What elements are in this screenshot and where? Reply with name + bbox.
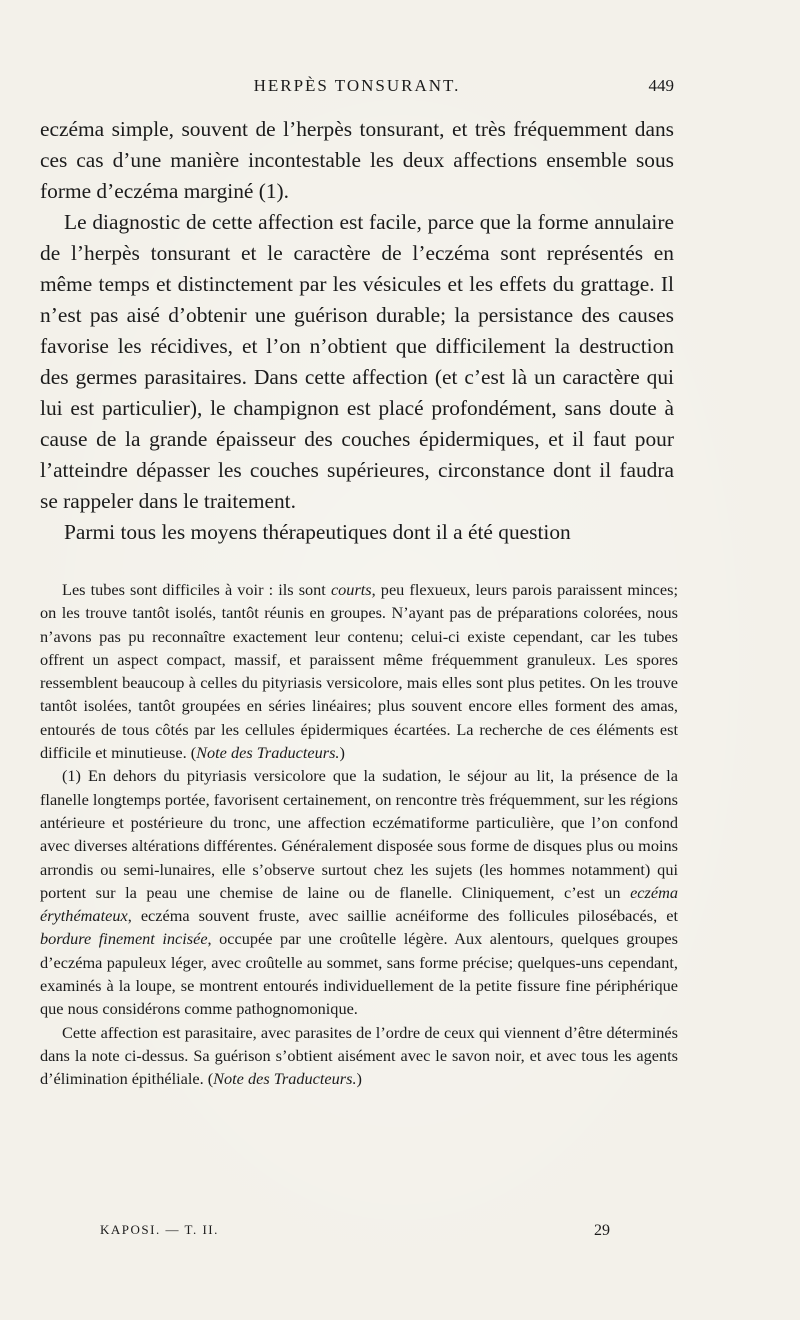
signature-mark: KAPOSI. — T. II. [100,1222,219,1237]
footnote-1-continued: Cette affection est parasitaire, avec parasites de l’ordre de ceux qui viennent d’être déterminés dans la note ci-dessus. Sa guérison s’obtient aisément avec le savon noir, et avec tous les agents d’élimination épithéliale. (Note des Traducteurs.) [40,1022,678,1089]
paragraph-continued: eczéma simple, souvent de l’herpès tonsurant, et très fréquemment dans ces cas d’une manière incontestable les deux affections ensemble sous forme d’eczéma marginé (1). [40,117,674,203]
footnote-1: (1) En dehors du pityriasis versicolore que la sudation, le séjour au lit, la présence de la flanelle longtemps portée, favorisent certainement, on rencontre très fréquemment, sur les régions antérieure et postérieure du tronc, une affection eczématiforme particulière, que l’on confond avec diverses altérations différentes. Généralement disposée sous forme de disques plus ou moins arrondis ou semi-lunaires, elle s’observe surtout chez les sujets (les hommes notamment) qui portent sur la peau une chemise de laine ou de flanelle. Cliniquement, c’est un eczéma érythémateux, eczéma souvent fruste, avec saillie acnéiforme des follicules pilosébacés, et bordure finement incisée, occupée par une croûtelle légère. Aux alentours, quelques groupes d’eczéma papuleux léger, avec croûtelle au sommet, sans forme précise; quelques-uns cependant, examinés à la loupe, se montrent entourés individuellement de la petite fissure fine périphérique que nous considérons comme pathognomonique. [40,766,678,1019]
footnote-tubes: Les tubes sont difficiles à voir : ils sont courts, peu flexueux, leurs parois paraissent minces; on les trouve tantôt isolés, tantôt réunis en groupes. N’ayant pas de préparations colorées, nous n’avons pas pu reconnaître exactement leur contenu; celui-ci existe cependant, car les tubes offrent un aspect compact, massif, et paraissent même fréquemment granuleux. Les spores ressemblent beaucoup à celles du pityriasis versicolore, mais elles sont plus petites. On les trouve tantôt isolées, tantôt groupées en séries linéaires; plus souvent encore elles forment des amas, entourés de tous côtés par les cellules épidermiques écartées. La recherche de ces éléments est difficile et minutieuse. (Note des Traducteurs.) [40,580,678,763]
sheet-number: 29 [594,1222,610,1239]
main-text [40,114,674,548]
page-footer [100,1222,610,1244]
page-header [40,76,674,102]
paragraph-therapy: Parmi tous les moyens thérapeutiques dont il a été question [64,520,571,544]
paragraph-diagnosis: Le diagnostic de cette affection est facile, parce que la forme annulaire de l’herpès tonsurant et le caractère de l’eczéma sont représentés en même temps et distinctement par les vésicules et les effets du grattage. Il n’est pas aisé d’obtenir une guérison durable; la persistance des causes favorise les récidives, et l’on n’obtient que difficilement la destruction des germes parasitaires. Dans cette affection (et c’est là un caractère qui lui est particulier), le champignon est placé profondément, sans doute à cause de la grande épaisseur des couches épidermiques, et il faut pour l’atteindre dépasser les couches supérieures, circonstance dont il faudra se rappeler dans le traitement. [40,210,674,513]
page-number: 449 [648,76,674,95]
footnotes [40,578,678,1091]
running-title: HERPÈS TONSURANT. [253,76,461,95]
